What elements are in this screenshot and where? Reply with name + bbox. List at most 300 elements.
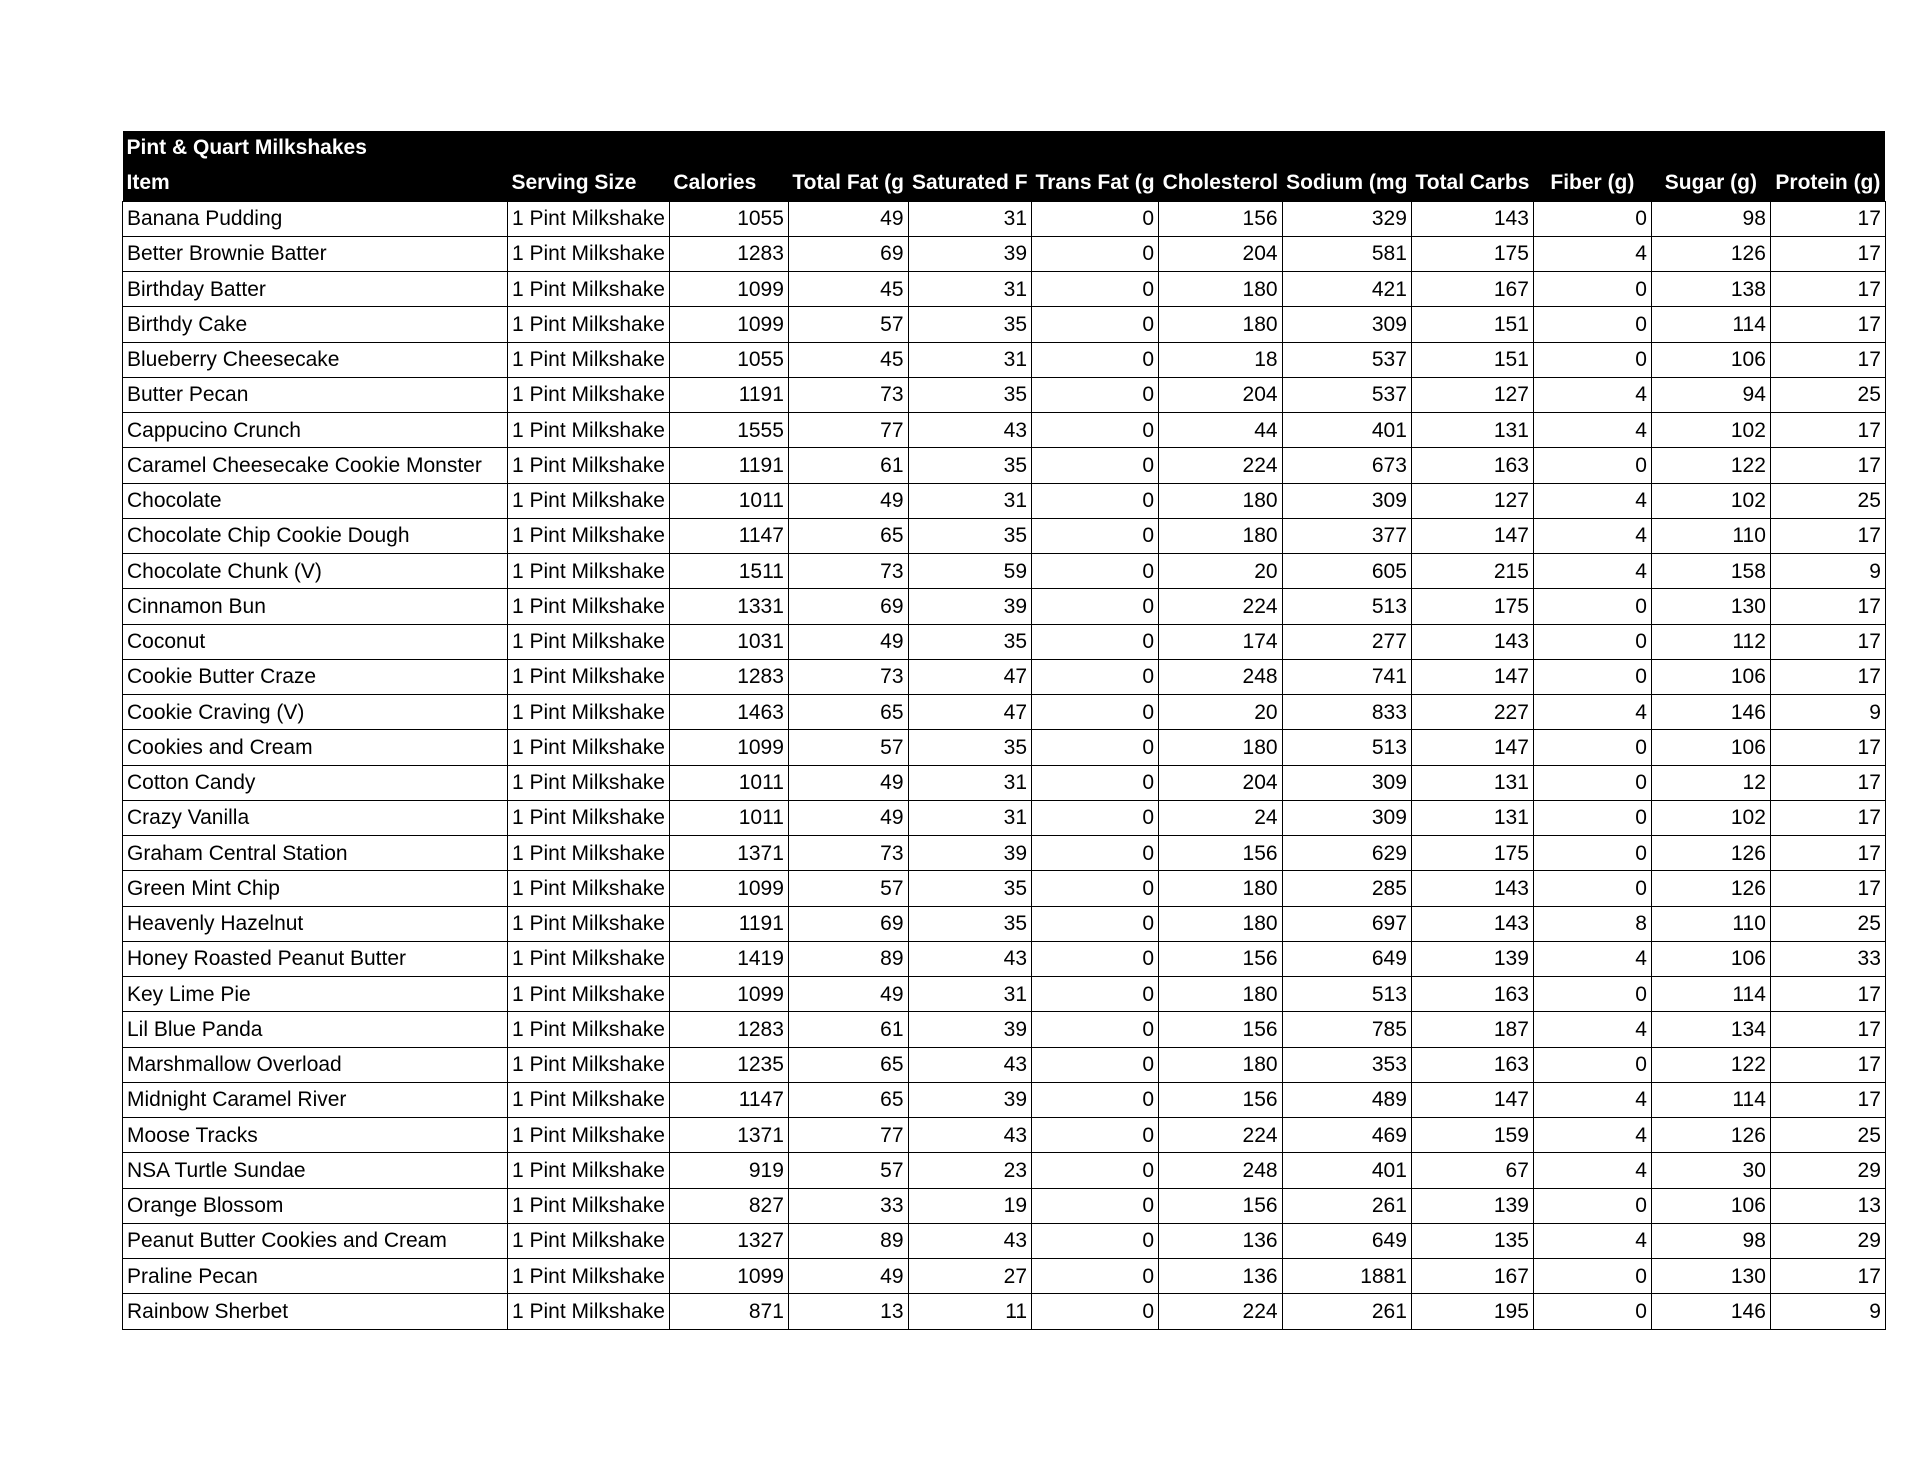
cell-total-carbs[interactable]: 139 xyxy=(1411,941,1533,976)
cell-total-carbs[interactable]: 175 xyxy=(1411,236,1533,271)
cell-cholesterol[interactable]: 180 xyxy=(1159,871,1283,906)
cell-saturated-fat[interactable]: 31 xyxy=(908,272,1032,307)
cell-calories[interactable]: 1371 xyxy=(669,1118,788,1153)
cell-trans-fat[interactable]: 0 xyxy=(1032,906,1159,941)
cell-sugar[interactable]: 12 xyxy=(1651,765,1770,800)
cell-total-carbs[interactable]: 163 xyxy=(1411,977,1533,1012)
cell-calories[interactable]: 1331 xyxy=(669,589,788,624)
cell-total-carbs[interactable]: 143 xyxy=(1411,624,1533,659)
cell-fiber[interactable]: 0 xyxy=(1533,836,1651,871)
cell-trans-fat[interactable]: 0 xyxy=(1032,272,1159,307)
cell-fiber[interactable]: 4 xyxy=(1533,518,1651,553)
cell-protein[interactable]: 25 xyxy=(1770,377,1885,412)
cell-sodium[interactable]: 469 xyxy=(1282,1118,1411,1153)
cell-protein[interactable]: 17 xyxy=(1770,977,1885,1012)
cell-cholesterol[interactable]: 180 xyxy=(1159,730,1283,765)
cell-total-carbs[interactable]: 67 xyxy=(1411,1153,1533,1188)
cell-sugar[interactable]: 114 xyxy=(1651,1082,1770,1117)
cell-saturated-fat[interactable]: 43 xyxy=(908,941,1032,976)
cell-total-fat[interactable]: 89 xyxy=(788,1223,908,1258)
cell-calories[interactable]: 1283 xyxy=(669,659,788,694)
cell-total-carbs[interactable]: 163 xyxy=(1411,448,1533,483)
cell-fiber[interactable]: 0 xyxy=(1533,800,1651,835)
cell-total-carbs[interactable]: 151 xyxy=(1411,307,1533,342)
cell-calories[interactable]: 871 xyxy=(669,1294,788,1329)
cell-cholesterol[interactable]: 248 xyxy=(1159,659,1283,694)
cell-sugar[interactable]: 106 xyxy=(1651,659,1770,694)
cell-cholesterol[interactable]: 156 xyxy=(1159,836,1283,871)
cell-calories[interactable]: 1371 xyxy=(669,836,788,871)
cell-protein[interactable]: 9 xyxy=(1770,695,1885,730)
cell-saturated-fat[interactable]: 27 xyxy=(908,1259,1032,1294)
cell-serving-size[interactable]: 1 Pint Milkshake xyxy=(508,307,670,342)
cell-saturated-fat[interactable]: 35 xyxy=(908,448,1032,483)
cell-sugar[interactable]: 126 xyxy=(1651,1118,1770,1153)
cell-sodium[interactable]: 833 xyxy=(1282,695,1411,730)
cell-trans-fat[interactable]: 0 xyxy=(1032,659,1159,694)
cell-serving-size[interactable]: 1 Pint Milkshake xyxy=(508,1294,670,1329)
cell-item[interactable]: Praline Pecan xyxy=(123,1259,508,1294)
cell-sugar[interactable]: 98 xyxy=(1651,201,1770,236)
cell-trans-fat[interactable]: 0 xyxy=(1032,483,1159,518)
cell-protein[interactable]: 17 xyxy=(1770,413,1885,448)
cell-total-carbs[interactable]: 147 xyxy=(1411,730,1533,765)
cell-calories[interactable]: 1283 xyxy=(669,1012,788,1047)
cell-serving-size[interactable]: 1 Pint Milkshake xyxy=(508,941,670,976)
cell-serving-size[interactable]: 1 Pint Milkshake xyxy=(508,695,670,730)
cell-sodium[interactable]: 353 xyxy=(1282,1047,1411,1082)
cell-item[interactable]: Cookies and Cream xyxy=(123,730,508,765)
cell-sugar[interactable]: 114 xyxy=(1651,977,1770,1012)
cell-trans-fat[interactable]: 0 xyxy=(1032,836,1159,871)
cell-trans-fat[interactable]: 0 xyxy=(1032,1012,1159,1047)
cell-total-carbs[interactable]: 167 xyxy=(1411,1259,1533,1294)
cell-protein[interactable]: 29 xyxy=(1770,1153,1885,1188)
cell-item[interactable]: Lil Blue Panda xyxy=(123,1012,508,1047)
cell-cholesterol[interactable]: 136 xyxy=(1159,1259,1283,1294)
cell-trans-fat[interactable]: 0 xyxy=(1032,448,1159,483)
cell-trans-fat[interactable]: 0 xyxy=(1032,1082,1159,1117)
cell-sugar[interactable]: 30 xyxy=(1651,1153,1770,1188)
cell-cholesterol[interactable]: 204 xyxy=(1159,236,1283,271)
cell-sodium[interactable]: 673 xyxy=(1282,448,1411,483)
cell-calories[interactable]: 1147 xyxy=(669,1082,788,1117)
cell-total-carbs[interactable]: 163 xyxy=(1411,1047,1533,1082)
cell-sodium[interactable]: 581 xyxy=(1282,236,1411,271)
cell-item[interactable]: Cinnamon Bun xyxy=(123,589,508,624)
cell-total-fat[interactable]: 49 xyxy=(788,977,908,1012)
cell-item[interactable]: Coconut xyxy=(123,624,508,659)
cell-protein[interactable]: 9 xyxy=(1770,554,1885,589)
cell-item[interactable]: Key Lime Pie xyxy=(123,977,508,1012)
cell-calories[interactable]: 1099 xyxy=(669,1259,788,1294)
cell-sugar[interactable]: 158 xyxy=(1651,554,1770,589)
cell-protein[interactable]: 17 xyxy=(1770,236,1885,271)
cell-total-fat[interactable]: 65 xyxy=(788,518,908,553)
cell-protein[interactable]: 17 xyxy=(1770,1082,1885,1117)
cell-calories[interactable]: 1099 xyxy=(669,307,788,342)
cell-calories[interactable]: 1191 xyxy=(669,906,788,941)
cell-calories[interactable]: 1099 xyxy=(669,871,788,906)
cell-cholesterol[interactable]: 224 xyxy=(1159,1294,1283,1329)
cell-fiber[interactable]: 4 xyxy=(1533,483,1651,518)
cell-serving-size[interactable]: 1 Pint Milkshake xyxy=(508,659,670,694)
cell-sugar[interactable]: 146 xyxy=(1651,1294,1770,1329)
cell-sugar[interactable]: 126 xyxy=(1651,236,1770,271)
cell-calories[interactable]: 1011 xyxy=(669,483,788,518)
cell-protein[interactable]: 17 xyxy=(1770,730,1885,765)
cell-sugar[interactable]: 130 xyxy=(1651,1259,1770,1294)
cell-sugar[interactable]: 112 xyxy=(1651,624,1770,659)
cell-trans-fat[interactable]: 0 xyxy=(1032,695,1159,730)
cell-sodium[interactable]: 277 xyxy=(1282,624,1411,659)
cell-serving-size[interactable]: 1 Pint Milkshake xyxy=(508,1223,670,1258)
cell-item[interactable]: Marshmallow Overload xyxy=(123,1047,508,1082)
cell-protein[interactable]: 17 xyxy=(1770,307,1885,342)
cell-sugar[interactable]: 110 xyxy=(1651,518,1770,553)
cell-total-carbs[interactable]: 175 xyxy=(1411,836,1533,871)
cell-total-fat[interactable]: 69 xyxy=(788,589,908,624)
cell-total-fat[interactable]: 69 xyxy=(788,906,908,941)
cell-trans-fat[interactable]: 0 xyxy=(1032,201,1159,236)
cell-serving-size[interactable]: 1 Pint Milkshake xyxy=(508,977,670,1012)
cell-total-carbs[interactable]: 131 xyxy=(1411,765,1533,800)
cell-item[interactable]: Chocolate xyxy=(123,483,508,518)
cell-serving-size[interactable]: 1 Pint Milkshake xyxy=(508,1259,670,1294)
cell-fiber[interactable]: 4 xyxy=(1533,377,1651,412)
cell-trans-fat[interactable]: 0 xyxy=(1032,800,1159,835)
cell-sugar[interactable]: 134 xyxy=(1651,1012,1770,1047)
cell-sugar[interactable]: 106 xyxy=(1651,730,1770,765)
cell-sodium[interactable]: 629 xyxy=(1282,836,1411,871)
cell-fiber[interactable]: 0 xyxy=(1533,201,1651,236)
cell-sodium[interactable]: 309 xyxy=(1282,765,1411,800)
cell-calories[interactable]: 1463 xyxy=(669,695,788,730)
cell-serving-size[interactable]: 1 Pint Milkshake xyxy=(508,800,670,835)
cell-saturated-fat[interactable]: 39 xyxy=(908,589,1032,624)
cell-saturated-fat[interactable]: 43 xyxy=(908,1047,1032,1082)
cell-cholesterol[interactable]: 180 xyxy=(1159,1047,1283,1082)
cell-total-carbs[interactable]: 167 xyxy=(1411,272,1533,307)
cell-calories[interactable]: 1099 xyxy=(669,977,788,1012)
cell-sodium[interactable]: 329 xyxy=(1282,201,1411,236)
cell-protein[interactable]: 17 xyxy=(1770,448,1885,483)
cell-serving-size[interactable]: 1 Pint Milkshake xyxy=(508,1082,670,1117)
cell-sodium[interactable]: 513 xyxy=(1282,589,1411,624)
cell-total-fat[interactable]: 49 xyxy=(788,765,908,800)
cell-serving-size[interactable]: 1 Pint Milkshake xyxy=(508,413,670,448)
cell-trans-fat[interactable]: 0 xyxy=(1032,1259,1159,1294)
cell-fiber[interactable]: 0 xyxy=(1533,977,1651,1012)
cell-total-fat[interactable]: 77 xyxy=(788,413,908,448)
cell-item[interactable]: Cappucino Crunch xyxy=(123,413,508,448)
cell-trans-fat[interactable]: 0 xyxy=(1032,624,1159,659)
cell-sugar[interactable]: 98 xyxy=(1651,1223,1770,1258)
cell-cholesterol[interactable]: 20 xyxy=(1159,695,1283,730)
cell-sugar[interactable]: 94 xyxy=(1651,377,1770,412)
cell-fiber[interactable]: 0 xyxy=(1533,272,1651,307)
cell-sugar[interactable]: 106 xyxy=(1651,1188,1770,1223)
cell-fiber[interactable]: 4 xyxy=(1533,941,1651,976)
cell-total-carbs[interactable]: 147 xyxy=(1411,518,1533,553)
cell-total-fat[interactable]: 61 xyxy=(788,1012,908,1047)
cell-item[interactable]: Crazy Vanilla xyxy=(123,800,508,835)
cell-serving-size[interactable]: 1 Pint Milkshake xyxy=(508,342,670,377)
cell-total-fat[interactable]: 73 xyxy=(788,659,908,694)
cell-calories[interactable]: 827 xyxy=(669,1188,788,1223)
cell-sodium[interactable]: 377 xyxy=(1282,518,1411,553)
cell-saturated-fat[interactable]: 31 xyxy=(908,765,1032,800)
cell-saturated-fat[interactable]: 35 xyxy=(908,624,1032,659)
cell-total-fat[interactable]: 33 xyxy=(788,1188,908,1223)
cell-item[interactable]: Orange Blossom xyxy=(123,1188,508,1223)
cell-total-fat[interactable]: 73 xyxy=(788,836,908,871)
cell-serving-size[interactable]: 1 Pint Milkshake xyxy=(508,201,670,236)
cell-serving-size[interactable]: 1 Pint Milkshake xyxy=(508,836,670,871)
cell-fiber[interactable]: 0 xyxy=(1533,307,1651,342)
cell-total-fat[interactable]: 49 xyxy=(788,1259,908,1294)
cell-total-carbs[interactable]: 175 xyxy=(1411,589,1533,624)
cell-total-fat[interactable]: 13 xyxy=(788,1294,908,1329)
cell-protein[interactable]: 17 xyxy=(1770,800,1885,835)
cell-trans-fat[interactable]: 0 xyxy=(1032,871,1159,906)
cell-protein[interactable]: 9 xyxy=(1770,1294,1885,1329)
cell-total-fat[interactable]: 45 xyxy=(788,272,908,307)
cell-serving-size[interactable]: 1 Pint Milkshake xyxy=(508,236,670,271)
cell-total-carbs[interactable]: 147 xyxy=(1411,1082,1533,1117)
cell-saturated-fat[interactable]: 31 xyxy=(908,483,1032,518)
cell-protein[interactable]: 25 xyxy=(1770,1118,1885,1153)
cell-sodium[interactable]: 741 xyxy=(1282,659,1411,694)
cell-protein[interactable]: 17 xyxy=(1770,589,1885,624)
cell-saturated-fat[interactable]: 31 xyxy=(908,800,1032,835)
cell-fiber[interactable]: 4 xyxy=(1533,554,1651,589)
cell-sodium[interactable]: 649 xyxy=(1282,941,1411,976)
cell-cholesterol[interactable]: 18 xyxy=(1159,342,1283,377)
cell-serving-size[interactable]: 1 Pint Milkshake xyxy=(508,906,670,941)
cell-serving-size[interactable]: 1 Pint Milkshake xyxy=(508,554,670,589)
cell-trans-fat[interactable]: 0 xyxy=(1032,589,1159,624)
cell-sugar[interactable]: 106 xyxy=(1651,941,1770,976)
cell-cholesterol[interactable]: 156 xyxy=(1159,1188,1283,1223)
cell-sugar[interactable]: 130 xyxy=(1651,589,1770,624)
cell-calories[interactable]: 1511 xyxy=(669,554,788,589)
cell-calories[interactable]: 1235 xyxy=(669,1047,788,1082)
cell-protein[interactable]: 17 xyxy=(1770,518,1885,553)
cell-total-carbs[interactable]: 143 xyxy=(1411,201,1533,236)
cell-fiber[interactable]: 0 xyxy=(1533,871,1651,906)
cell-protein[interactable]: 17 xyxy=(1770,342,1885,377)
cell-fiber[interactable]: 0 xyxy=(1533,765,1651,800)
cell-sodium[interactable]: 401 xyxy=(1282,413,1411,448)
cell-total-fat[interactable]: 61 xyxy=(788,448,908,483)
cell-trans-fat[interactable]: 0 xyxy=(1032,342,1159,377)
cell-sodium[interactable]: 261 xyxy=(1282,1188,1411,1223)
cell-serving-size[interactable]: 1 Pint Milkshake xyxy=(508,377,670,412)
cell-saturated-fat[interactable]: 35 xyxy=(908,906,1032,941)
cell-item[interactable]: Cookie Butter Craze xyxy=(123,659,508,694)
cell-trans-fat[interactable]: 0 xyxy=(1032,977,1159,1012)
cell-saturated-fat[interactable]: 35 xyxy=(908,377,1032,412)
cell-sodium[interactable]: 605 xyxy=(1282,554,1411,589)
cell-saturated-fat[interactable]: 35 xyxy=(908,871,1032,906)
cell-saturated-fat[interactable]: 11 xyxy=(908,1294,1032,1329)
cell-total-carbs[interactable]: 143 xyxy=(1411,871,1533,906)
cell-trans-fat[interactable]: 0 xyxy=(1032,413,1159,448)
cell-sugar[interactable]: 122 xyxy=(1651,448,1770,483)
cell-cholesterol[interactable]: 248 xyxy=(1159,1153,1283,1188)
cell-protein[interactable]: 17 xyxy=(1770,659,1885,694)
cell-total-fat[interactable]: 57 xyxy=(788,871,908,906)
cell-total-carbs[interactable]: 215 xyxy=(1411,554,1533,589)
cell-fiber[interactable]: 4 xyxy=(1533,1153,1651,1188)
cell-saturated-fat[interactable]: 35 xyxy=(908,730,1032,765)
cell-cholesterol[interactable]: 180 xyxy=(1159,483,1283,518)
cell-fiber[interactable]: 4 xyxy=(1533,1082,1651,1117)
cell-sodium[interactable]: 513 xyxy=(1282,977,1411,1012)
cell-calories[interactable]: 919 xyxy=(669,1153,788,1188)
cell-calories[interactable]: 1327 xyxy=(669,1223,788,1258)
cell-saturated-fat[interactable]: 39 xyxy=(908,836,1032,871)
cell-serving-size[interactable]: 1 Pint Milkshake xyxy=(508,624,670,659)
cell-sodium[interactable]: 537 xyxy=(1282,377,1411,412)
cell-saturated-fat[interactable]: 39 xyxy=(908,1012,1032,1047)
cell-cholesterol[interactable]: 156 xyxy=(1159,1012,1283,1047)
cell-total-carbs[interactable]: 127 xyxy=(1411,377,1533,412)
cell-fiber[interactable]: 0 xyxy=(1533,1294,1651,1329)
cell-item[interactable]: Birthdy Cake xyxy=(123,307,508,342)
cell-total-fat[interactable]: 49 xyxy=(788,800,908,835)
cell-saturated-fat[interactable]: 31 xyxy=(908,342,1032,377)
cell-cholesterol[interactable]: 224 xyxy=(1159,448,1283,483)
cell-calories[interactable]: 1055 xyxy=(669,201,788,236)
cell-serving-size[interactable]: 1 Pint Milkshake xyxy=(508,871,670,906)
cell-item[interactable]: Honey Roasted Peanut Butter xyxy=(123,941,508,976)
cell-protein[interactable]: 33 xyxy=(1770,941,1885,976)
cell-total-fat[interactable]: 45 xyxy=(788,342,908,377)
cell-trans-fat[interactable]: 0 xyxy=(1032,1223,1159,1258)
cell-serving-size[interactable]: 1 Pint Milkshake xyxy=(508,1153,670,1188)
cell-item[interactable]: Chocolate Chunk (V) xyxy=(123,554,508,589)
cell-cholesterol[interactable]: 44 xyxy=(1159,413,1283,448)
cell-total-carbs[interactable]: 147 xyxy=(1411,659,1533,694)
cell-total-fat[interactable]: 65 xyxy=(788,695,908,730)
cell-calories[interactable]: 1099 xyxy=(669,272,788,307)
cell-sugar[interactable]: 102 xyxy=(1651,800,1770,835)
cell-item[interactable]: Butter Pecan xyxy=(123,377,508,412)
cell-saturated-fat[interactable]: 59 xyxy=(908,554,1032,589)
cell-calories[interactable]: 1099 xyxy=(669,730,788,765)
cell-serving-size[interactable]: 1 Pint Milkshake xyxy=(508,589,670,624)
cell-total-carbs[interactable]: 227 xyxy=(1411,695,1533,730)
cell-total-carbs[interactable]: 131 xyxy=(1411,413,1533,448)
cell-saturated-fat[interactable]: 43 xyxy=(908,413,1032,448)
cell-total-fat[interactable]: 65 xyxy=(788,1082,908,1117)
cell-fiber[interactable]: 0 xyxy=(1533,1188,1651,1223)
cell-saturated-fat[interactable]: 43 xyxy=(908,1118,1032,1153)
cell-saturated-fat[interactable]: 47 xyxy=(908,659,1032,694)
cell-sodium[interactable]: 513 xyxy=(1282,730,1411,765)
cell-total-carbs[interactable]: 151 xyxy=(1411,342,1533,377)
cell-item[interactable]: NSA Turtle Sundae xyxy=(123,1153,508,1188)
cell-sodium[interactable]: 261 xyxy=(1282,1294,1411,1329)
cell-total-fat[interactable]: 57 xyxy=(788,730,908,765)
cell-fiber[interactable]: 4 xyxy=(1533,1118,1651,1153)
cell-total-carbs[interactable]: 187 xyxy=(1411,1012,1533,1047)
cell-item[interactable]: Heavenly Hazelnut xyxy=(123,906,508,941)
cell-trans-fat[interactable]: 0 xyxy=(1032,1294,1159,1329)
cell-protein[interactable]: 17 xyxy=(1770,272,1885,307)
cell-sugar[interactable]: 122 xyxy=(1651,1047,1770,1082)
cell-fiber[interactable]: 0 xyxy=(1533,1047,1651,1082)
cell-saturated-fat[interactable]: 39 xyxy=(908,1082,1032,1117)
cell-cholesterol[interactable]: 180 xyxy=(1159,272,1283,307)
cell-cholesterol[interactable]: 156 xyxy=(1159,1082,1283,1117)
cell-item[interactable]: Banana Pudding xyxy=(123,201,508,236)
cell-sodium[interactable]: 309 xyxy=(1282,307,1411,342)
cell-serving-size[interactable]: 1 Pint Milkshake xyxy=(508,272,670,307)
cell-item[interactable]: Birthday Batter xyxy=(123,272,508,307)
cell-item[interactable]: Cotton Candy xyxy=(123,765,508,800)
cell-calories[interactable]: 1555 xyxy=(669,413,788,448)
cell-fiber[interactable]: 0 xyxy=(1533,589,1651,624)
cell-calories[interactable]: 1011 xyxy=(669,765,788,800)
cell-calories[interactable]: 1147 xyxy=(669,518,788,553)
cell-sugar[interactable]: 126 xyxy=(1651,836,1770,871)
cell-saturated-fat[interactable]: 39 xyxy=(908,236,1032,271)
cell-serving-size[interactable]: 1 Pint Milkshake xyxy=(508,730,670,765)
cell-total-carbs[interactable]: 139 xyxy=(1411,1188,1533,1223)
cell-fiber[interactable]: 4 xyxy=(1533,236,1651,271)
cell-fiber[interactable]: 0 xyxy=(1533,659,1651,694)
cell-sugar[interactable]: 114 xyxy=(1651,307,1770,342)
cell-trans-fat[interactable]: 0 xyxy=(1032,1188,1159,1223)
cell-total-carbs[interactable]: 159 xyxy=(1411,1118,1533,1153)
cell-calories[interactable]: 1031 xyxy=(669,624,788,659)
cell-item[interactable]: Moose Tracks xyxy=(123,1118,508,1153)
cell-total-fat[interactable]: 57 xyxy=(788,307,908,342)
cell-total-fat[interactable]: 49 xyxy=(788,624,908,659)
cell-cholesterol[interactable]: 204 xyxy=(1159,377,1283,412)
cell-cholesterol[interactable]: 180 xyxy=(1159,977,1283,1012)
cell-total-fat[interactable]: 49 xyxy=(788,201,908,236)
cell-sodium[interactable]: 285 xyxy=(1282,871,1411,906)
cell-saturated-fat[interactable]: 19 xyxy=(908,1188,1032,1223)
cell-cholesterol[interactable]: 224 xyxy=(1159,589,1283,624)
cell-fiber[interactable]: 0 xyxy=(1533,624,1651,659)
cell-serving-size[interactable]: 1 Pint Milkshake xyxy=(508,518,670,553)
cell-fiber[interactable]: 0 xyxy=(1533,730,1651,765)
cell-fiber[interactable]: 4 xyxy=(1533,413,1651,448)
cell-protein[interactable]: 17 xyxy=(1770,836,1885,871)
cell-protein[interactable]: 17 xyxy=(1770,871,1885,906)
cell-cholesterol[interactable]: 180 xyxy=(1159,307,1283,342)
cell-total-carbs[interactable]: 143 xyxy=(1411,906,1533,941)
cell-total-fat[interactable]: 77 xyxy=(788,1118,908,1153)
cell-sodium[interactable]: 309 xyxy=(1282,483,1411,518)
cell-item[interactable]: Green Mint Chip xyxy=(123,871,508,906)
cell-fiber[interactable]: 0 xyxy=(1533,448,1651,483)
cell-trans-fat[interactable]: 0 xyxy=(1032,1153,1159,1188)
cell-serving-size[interactable]: 1 Pint Milkshake xyxy=(508,448,670,483)
cell-protein[interactable]: 25 xyxy=(1770,906,1885,941)
cell-sugar[interactable]: 110 xyxy=(1651,906,1770,941)
cell-saturated-fat[interactable]: 47 xyxy=(908,695,1032,730)
cell-saturated-fat[interactable]: 35 xyxy=(908,518,1032,553)
cell-item[interactable]: Graham Central Station xyxy=(123,836,508,871)
cell-protein[interactable]: 17 xyxy=(1770,765,1885,800)
cell-sodium[interactable]: 489 xyxy=(1282,1082,1411,1117)
